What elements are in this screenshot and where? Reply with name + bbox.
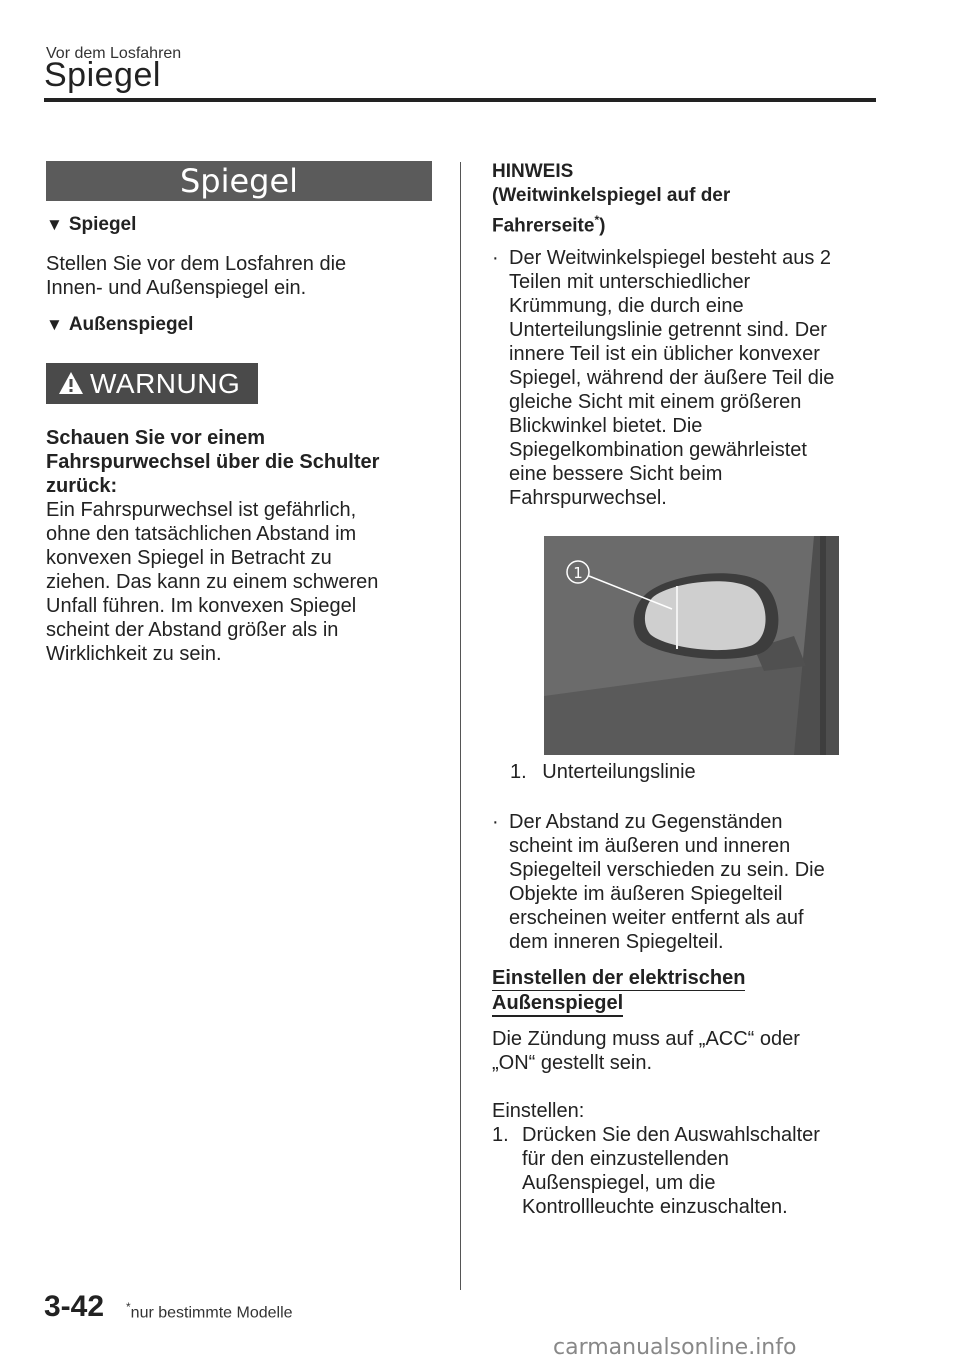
mirror-illustration	[544, 536, 839, 755]
ignition-paragraph	[492, 1027, 800, 1075]
text-line: Außenspiegel	[492, 991, 623, 1017]
section-title: Spiegel	[179, 162, 299, 200]
warning-label: WARNUNG	[90, 368, 241, 399]
section-title-bar	[46, 161, 432, 201]
note-heading	[492, 160, 730, 238]
text-line: Außenspiegel, um die	[522, 1172, 716, 1194]
adjust-label: Einstellen:	[492, 1100, 585, 1122]
text-line: Spiegelkombination gewährleistet	[509, 439, 807, 461]
bullet-dot: ·	[492, 811, 499, 833]
text-line: Fahrspurwechsel über die Schulter	[46, 451, 380, 473]
text-line: Kontrollleuchte einzuschalten.	[522, 1196, 788, 1218]
page-title: Spiegel	[44, 56, 161, 94]
bullet-dot: ·	[492, 247, 499, 269]
text-line: Spiegel, während der äußere Teil die	[509, 367, 835, 389]
text-line: Fahrspurwechsel.	[509, 487, 667, 509]
step-number: 1.	[492, 1124, 509, 1146]
triangle-down-icon: ▼	[46, 315, 63, 334]
text-line: Unterteilungslinie getrennt sind. Der	[509, 319, 827, 341]
column-divider	[460, 162, 461, 1290]
text-line: Der Weitwinkelspiegel besteht aus 2	[509, 247, 832, 269]
note-heading-line: (Weitwinkelspiegel auf der	[492, 185, 731, 206]
warning-title	[46, 426, 379, 498]
text-line: konvexen Spiegel in Betracht zu	[46, 547, 332, 569]
text-line: Unfall führen. Im konvexen Spiegel	[46, 595, 357, 617]
text-line: ziehen. Das kann zu einem schweren	[46, 571, 379, 593]
text-line: scheint im äußeren und inneren	[509, 835, 791, 857]
page-number: 3-42	[44, 1290, 105, 1323]
text-line: Drücken Sie den Auswahlschalter	[522, 1124, 820, 1146]
text-line: Objekte im äußeren Spiegelteil	[509, 883, 783, 905]
caption-number: 1.	[510, 761, 527, 783]
text-line: scheint der Abstand größer als in	[46, 619, 339, 641]
adjust-heading	[492, 966, 745, 1017]
triangle-down-icon: ▼	[46, 215, 63, 234]
footnote-marker: *	[594, 213, 600, 227]
header-rule	[44, 98, 876, 102]
text-line: für den einzustellenden	[522, 1148, 729, 1170]
note-heading-line: HINWEIS	[492, 161, 574, 182]
text-line: Spiegelteil verschieden zu sein. Die	[509, 859, 825, 881]
text-line: Stellen Sie vor dem Losfahren die	[46, 253, 347, 275]
text-line: innere Teil ist ein üblicher konvexer	[509, 343, 820, 365]
footnote-marker: *	[126, 1300, 131, 1314]
figure-caption	[510, 760, 696, 784]
text-line: Wirklichkeit zu sein.	[46, 643, 222, 665]
text-line: Einstellen der elektrischen	[492, 967, 746, 989]
text-line: Schauen Sie vor einem	[46, 427, 265, 449]
subheading-aussenspiegel-text: Außenspiegel	[68, 314, 194, 335]
text-line: Teilen mit unterschiedlicher	[509, 271, 751, 293]
text-line: Blickwinkel bietet. Die	[509, 415, 703, 437]
chapter-label: Vor dem Losfahren	[46, 45, 182, 62]
text-line: eine bessere Sicht beim	[509, 463, 723, 485]
warning-banner	[46, 363, 258, 404]
text-line: dem inneren Spiegelteil.	[509, 931, 724, 953]
text-line: Krümmung, die durch eine	[509, 295, 744, 317]
intro-paragraph	[46, 252, 346, 300]
side-mirror-drawing	[544, 536, 839, 755]
text-line: Der Abstand zu Gegenständen	[509, 811, 783, 833]
caption-text: Unterteilungslinie	[542, 761, 696, 783]
subheading-aussenspiegel	[46, 314, 193, 336]
figure-callout-number: 1	[573, 564, 583, 582]
text-line: Ein Fahrspurwechsel ist gefährlich,	[46, 499, 357, 521]
warning-body	[46, 498, 378, 666]
note-bullet-1	[492, 246, 882, 510]
step-1	[492, 1123, 820, 1219]
warning-triangle-icon	[58, 371, 84, 395]
footnote: *nur bestimmte Modelle	[126, 1300, 293, 1322]
text-line: ohne den tatsächlichen Abstand im	[46, 523, 357, 545]
text-line: erscheinen weiter entfernt als auf	[509, 907, 804, 929]
text-line: „ON“ gestellt sein.	[492, 1052, 653, 1074]
text-line: zurück:	[46, 475, 118, 497]
text-line: Innen- und Außenspiegel ein.	[46, 277, 307, 299]
note-heading-line: Fahrerseite*)	[492, 213, 606, 237]
subheading-spiegel	[46, 214, 136, 236]
subheading-spiegel-text: Spiegel	[68, 214, 137, 235]
text-line: Die Zündung muss auf „ACC“ oder	[492, 1028, 800, 1050]
watermark: carmanualsonline.info	[553, 1335, 797, 1360]
note-bullet-2	[492, 810, 882, 954]
text-line: gleiche Sicht mit einem größeren	[509, 391, 802, 413]
